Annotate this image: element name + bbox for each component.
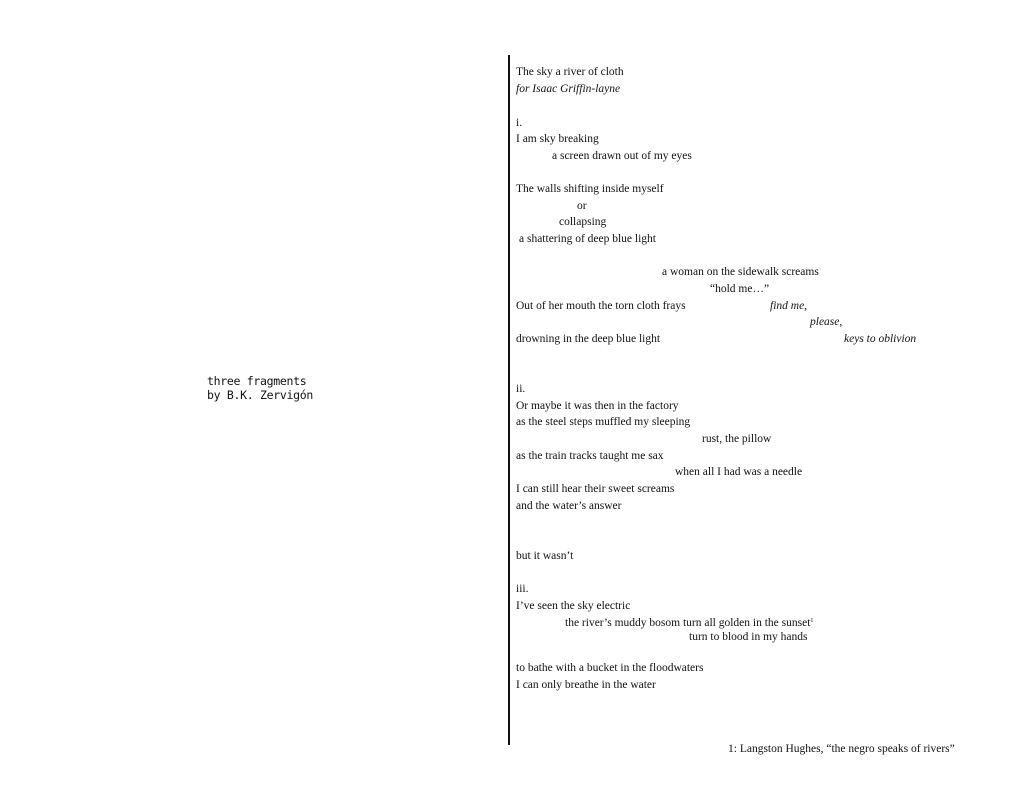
cover-title: three fragments [207,374,307,388]
poem-line: as the train tracks taught me sax [516,450,664,462]
poem-line: as the steel steps muffled my sleeping [516,416,691,428]
poem-line: I can only breathe in the water [516,679,656,691]
poem-line: or [577,200,587,212]
poem-line: “hold me…” [710,283,770,295]
poem-line: find me, [770,300,808,312]
footnote: 1: Langston Hughes, “the negro speaks of rivers” [728,743,955,755]
poem-line: but it wasn’t [516,550,574,562]
section-numeral: ii. [516,383,526,395]
poem-title: The sky a river of cloth [516,66,624,78]
cover-byline: by B.K. Zervigón [207,388,313,402]
poem-dedication: for Isaac Griffin-layne [516,83,621,95]
poem-line: Or maybe it was then in the factory [516,400,679,412]
poem-line: drowning in the deep blue light [516,333,661,345]
section-numeral: i. [516,117,523,129]
poem-line: collapsing [559,216,607,228]
poem-line-text: the river’s muddy bosom turn all golden in the sunset [565,617,811,629]
poem-line: Out of her mouth the torn cloth frays [516,300,686,312]
poem-line [565,616,813,630]
poem-line: and the water’s answer [516,500,622,512]
poem-line: a woman on the sidewalk screams [662,266,819,278]
footnote-marker: 1 [810,618,814,624]
poem-line: a shattering of deep blue light [519,233,657,245]
poem-line: I’ve seen the sky electric [516,600,631,612]
poem-line: when all I had was a needle [675,466,803,478]
poem-line: I can still hear their sweet screams [516,483,675,495]
poem-line: a screen drawn out of my eyes [552,150,692,162]
poem-line: keys to oblivion [844,333,917,345]
poem-line: rust, the pillow [702,433,772,445]
section-numeral: iii. [516,583,529,595]
poem-line: please, [810,316,843,328]
poem-line: I am sky breaking [516,133,599,145]
poem-line: to bathe with a bucket in the floodwaters [516,662,704,674]
poem-line: The walls shifting inside myself [516,183,664,195]
poem-line: turn to blood in my hands [689,631,808,643]
